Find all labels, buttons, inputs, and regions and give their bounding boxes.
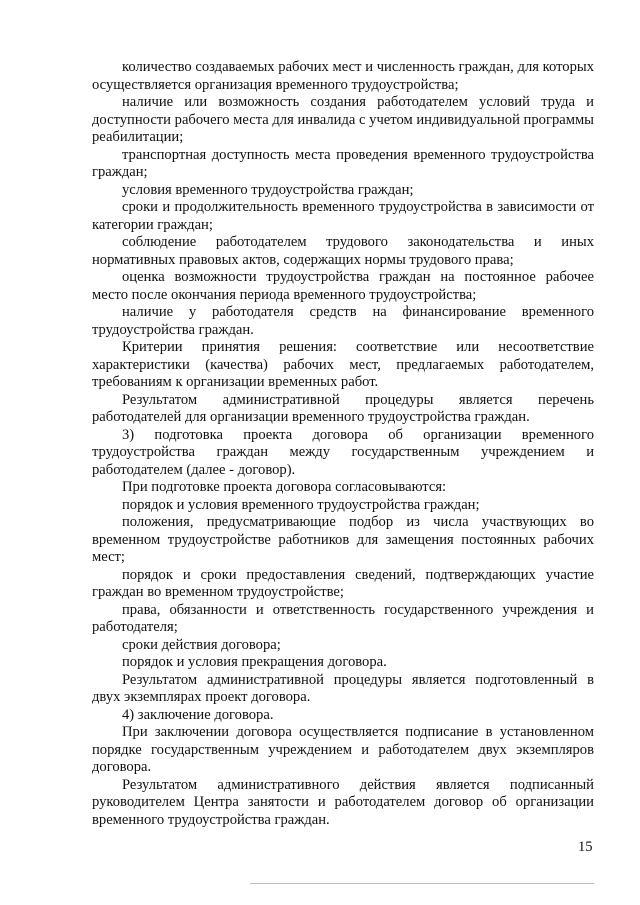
paragraph: наличие или возможность создания работодателем условий труда и доступности рабочего места для инвалида с учетом индивидуальной программы реабилитации; [92, 94, 594, 145]
document-body [92, 59, 594, 829]
paragraph: транспортная доступность места проведения временного трудоустройства граждан; [92, 146, 594, 180]
paragraph: порядок и условия временного трудоустройства граждан; [122, 496, 480, 513]
paragraph: Результатом административной процедуры является перечень работодателей для организации временного трудоустройства граждан. [92, 391, 594, 425]
page-number: 15 [578, 839, 593, 855]
paragraph: права, обязанности и ответственность государственного учреждения и работодателя; [92, 601, 594, 635]
paragraph: положения, предусматривающие подбор из числа участвующих во временном трудоустройстве работников для замещения постоянных рабочих мест; [92, 514, 594, 565]
paragraph: условия временного трудоустройства граждан; [122, 181, 414, 198]
paragraph: При заключении договора осуществляется подписание в установленном порядке государственным учреждением и работодателем двух экземпляров договора. [92, 724, 594, 775]
paragraph: При подготовке проекта договора согласовываются: [122, 479, 447, 495]
paragraph: соблюдение работодателем трудового законодательства и иных нормативных правовых актов, содержащих нормы трудового права; [92, 234, 594, 268]
paragraph: порядок и условия прекращения договора. [122, 654, 387, 670]
paragraph: Результатом административной процедуры является подготовленный в двух экземплярах проект договора. [92, 671, 594, 705]
footer-rule [250, 883, 594, 884]
paragraph: оценка возможности трудоустройства граждан на постоянное рабочее место после окончания периода временного трудоустройства; [92, 269, 594, 303]
paragraph: 4) заключение договора. [122, 706, 274, 723]
paragraph: количество создаваемых рабочих мест и численность граждан, для которых осуществляется организация временного трудоустройства; [92, 59, 594, 93]
paragraph: сроки действия договора; [122, 636, 281, 653]
paragraph: Результатом административного действия является подписанный руководителем Центра занятости и работодателем договор об организации временного трудоустройства граждан. [92, 776, 594, 828]
paragraph: 3) подготовка проекта договора об организации временного трудоустройства граждан между государственным учреждением и работодателем (далее - договор). [92, 426, 594, 478]
paragraph: наличие у работодателя средств на финансирование временного трудоустройства граждан. [92, 304, 594, 338]
paragraph: порядок и сроки предоставления сведений, подтверждающих участие граждан во временном трудоустройстве; [92, 566, 594, 600]
paragraph: Критерии принятия решения: соответствие или несоответствие характеристики (качества) рабочих мест, предлагаемых работодателем, требованиям к организации временных работ. [92, 339, 594, 390]
paragraph: сроки и продолжительность временного трудоустройства в зависимости от категории граждан; [92, 199, 594, 233]
